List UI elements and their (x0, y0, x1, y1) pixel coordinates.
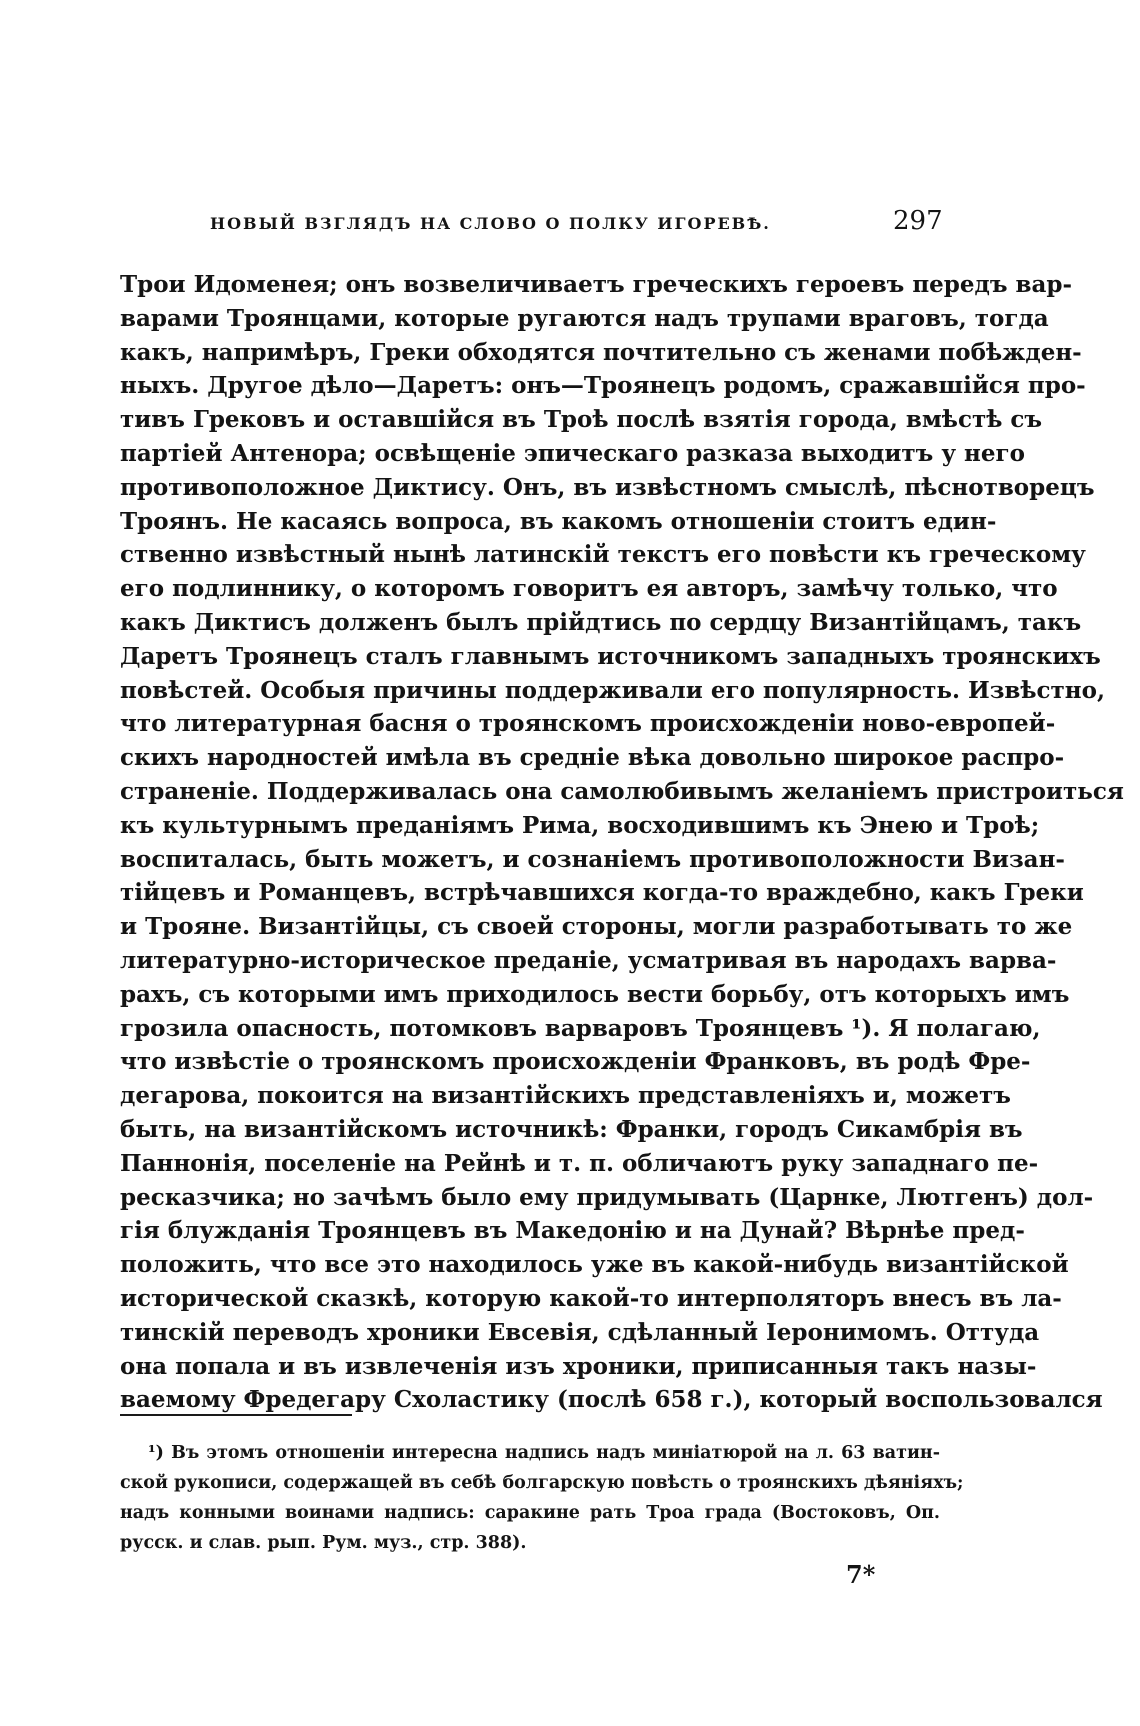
text-line: тинскій переводъ хроники Евсевія, сдѣланный Іеронимомъ. Оттуда (120, 1318, 1040, 1346)
text-line: скихъ народностей имѣла въ средніе вѣка довольно широкое распро- (120, 744, 1065, 772)
text-line: ныхъ. Другое дѣло—Даретъ: онъ—Троянецъ родомъ, сражавшійся про- (120, 372, 1086, 400)
text-line: грозила опасность, потомковъ варваровъ Троянцевъ ¹). Я полагаю, (120, 1014, 1041, 1042)
text-line: его подлиннику, о которомъ говоритъ ея авторъ, замѣчу только, что (120, 575, 1058, 603)
text-line: повѣстей. Особыя причины поддерживали его популярность. Извѣстно, (120, 676, 1105, 704)
text-line: тійцевъ и Романцевъ, встрѣчавшихся когда-то враждебно, какъ Греки (120, 879, 1084, 907)
text-line: она попала и въ извлеченія изъ хроники, приписанныя такъ назы- (120, 1352, 1037, 1380)
text-line: и Трояне. Византійцы, съ своей стороны, могли разработывать то же (120, 913, 1073, 941)
text-line: страненіе. Поддерживалась она самолюбивымъ желаніемъ пристроиться (120, 777, 1124, 805)
text-line: дегарова, покоится на византійскихъ представленіяхъ и, можетъ (120, 1082, 1011, 1110)
text-line: варами Троянцами, которые ругаются надъ трупами враговъ, тогда (120, 304, 1049, 332)
text-line: рахъ, съ которыми имъ приходилось вести борьбу, отъ которыхъ имъ (120, 980, 1070, 1008)
text-line: гія блужданія Троянцевъ въ Македонію и на Дунай? Вѣрнѣе пред- (120, 1217, 1025, 1245)
footnote-line: ской рукописи, содержащей въ себѣ болгарскую повѣсть о троянскихъ дѣяніяхъ; (120, 1473, 964, 1493)
footnote-divider (120, 1414, 352, 1416)
text-line: ственно извѣстный нынѣ латинскій текстъ его повѣсти къ греческому (120, 541, 1086, 569)
footnote-line: ¹) Въ этомъ отношеніи интересна надпись надъ миніатюрой на л. 63 ватин- (148, 1443, 940, 1463)
text-line: что извѣстіе о троянскомъ происхожденіи Франковъ, въ родѣ Фре- (120, 1048, 1031, 1076)
text-line: быть, на византійскомъ источникѣ: Франки, городъ Сикамбрія въ (120, 1115, 1023, 1143)
footnotes (120, 1438, 964, 1558)
text-line: ресказчика; но зачѣмъ было ему придумывать (Царнке, Лютгенъ) дол- (120, 1183, 1094, 1211)
text-line: литературно-историческое преданіе, усматривая въ народахъ варва- (120, 946, 1057, 974)
text-line: Трои Идоменея; онъ возвеличиваетъ греческихъ героевъ передъ вар- (120, 271, 1073, 298)
signature-mark: 7* (846, 1560, 876, 1589)
running-head: НОВЫЙ ВЗГЛЯДЪ НА СЛОВО О ПОЛКУ ИГОРЕВѢ. (210, 214, 771, 233)
text-line: какъ Диктисъ долженъ былъ прійдтись по сердцу Византійцамъ, такъ (120, 608, 1082, 636)
text-line: что литературная басня о троянскомъ происхожденіи ново-европей- (120, 710, 1056, 738)
footnote-line: надъ конными воинами надпись: саракине рать Троа града (Востоковъ, Оп. (120, 1503, 940, 1523)
text-line: Паннонія, поселеніе на Рейнѣ и т. п. обличаютъ руку западнаго пе- (120, 1149, 1039, 1177)
footnote-line: русск. и слав. рып. Рум. муз., стр. 388). (120, 1533, 527, 1553)
body-text (120, 268, 1124, 1417)
text-line: партіей Антенора; освѣщеніе эпическаго разказа выходитъ у него (120, 439, 1025, 467)
page-number: 297 (893, 206, 943, 236)
text-line: положить, что все это находилось уже въ какой-нибудь византійской (120, 1251, 1069, 1279)
text-line: ваемому Фредегару Схоластику (послѣ 658 г.), который воспользовался (120, 1386, 1103, 1414)
text-line: противоположное Диктису. Онъ, въ извѣстномъ смыслѣ, пѣснотворецъ (120, 473, 1095, 501)
text-line: Троянъ. Не касаясь вопроса, въ какомъ отношеніи стоитъ един- (120, 507, 997, 535)
text-line: какъ, напримѣръ, Греки обходятся почтительно съ женами побѣжден- (120, 338, 1082, 366)
text-line: къ культурнымъ преданіямъ Рима, восходившимъ къ Энею и Троѣ; (120, 811, 1040, 839)
text-line: исторической сказкѣ, которую какой-то интерполяторъ внесъ въ ла- (120, 1284, 1062, 1312)
text-line: тивъ Грековъ и оставшійся въ Троѣ послѣ взятія города, вмѣстѣ съ (120, 406, 1043, 434)
text-line: Даретъ Троянецъ сталъ главнымъ источникомъ западныхъ троянскихъ (120, 642, 1101, 670)
text-line: воспиталась, быть можетъ, и сознаніемъ противоположности Визан- (120, 845, 1065, 873)
